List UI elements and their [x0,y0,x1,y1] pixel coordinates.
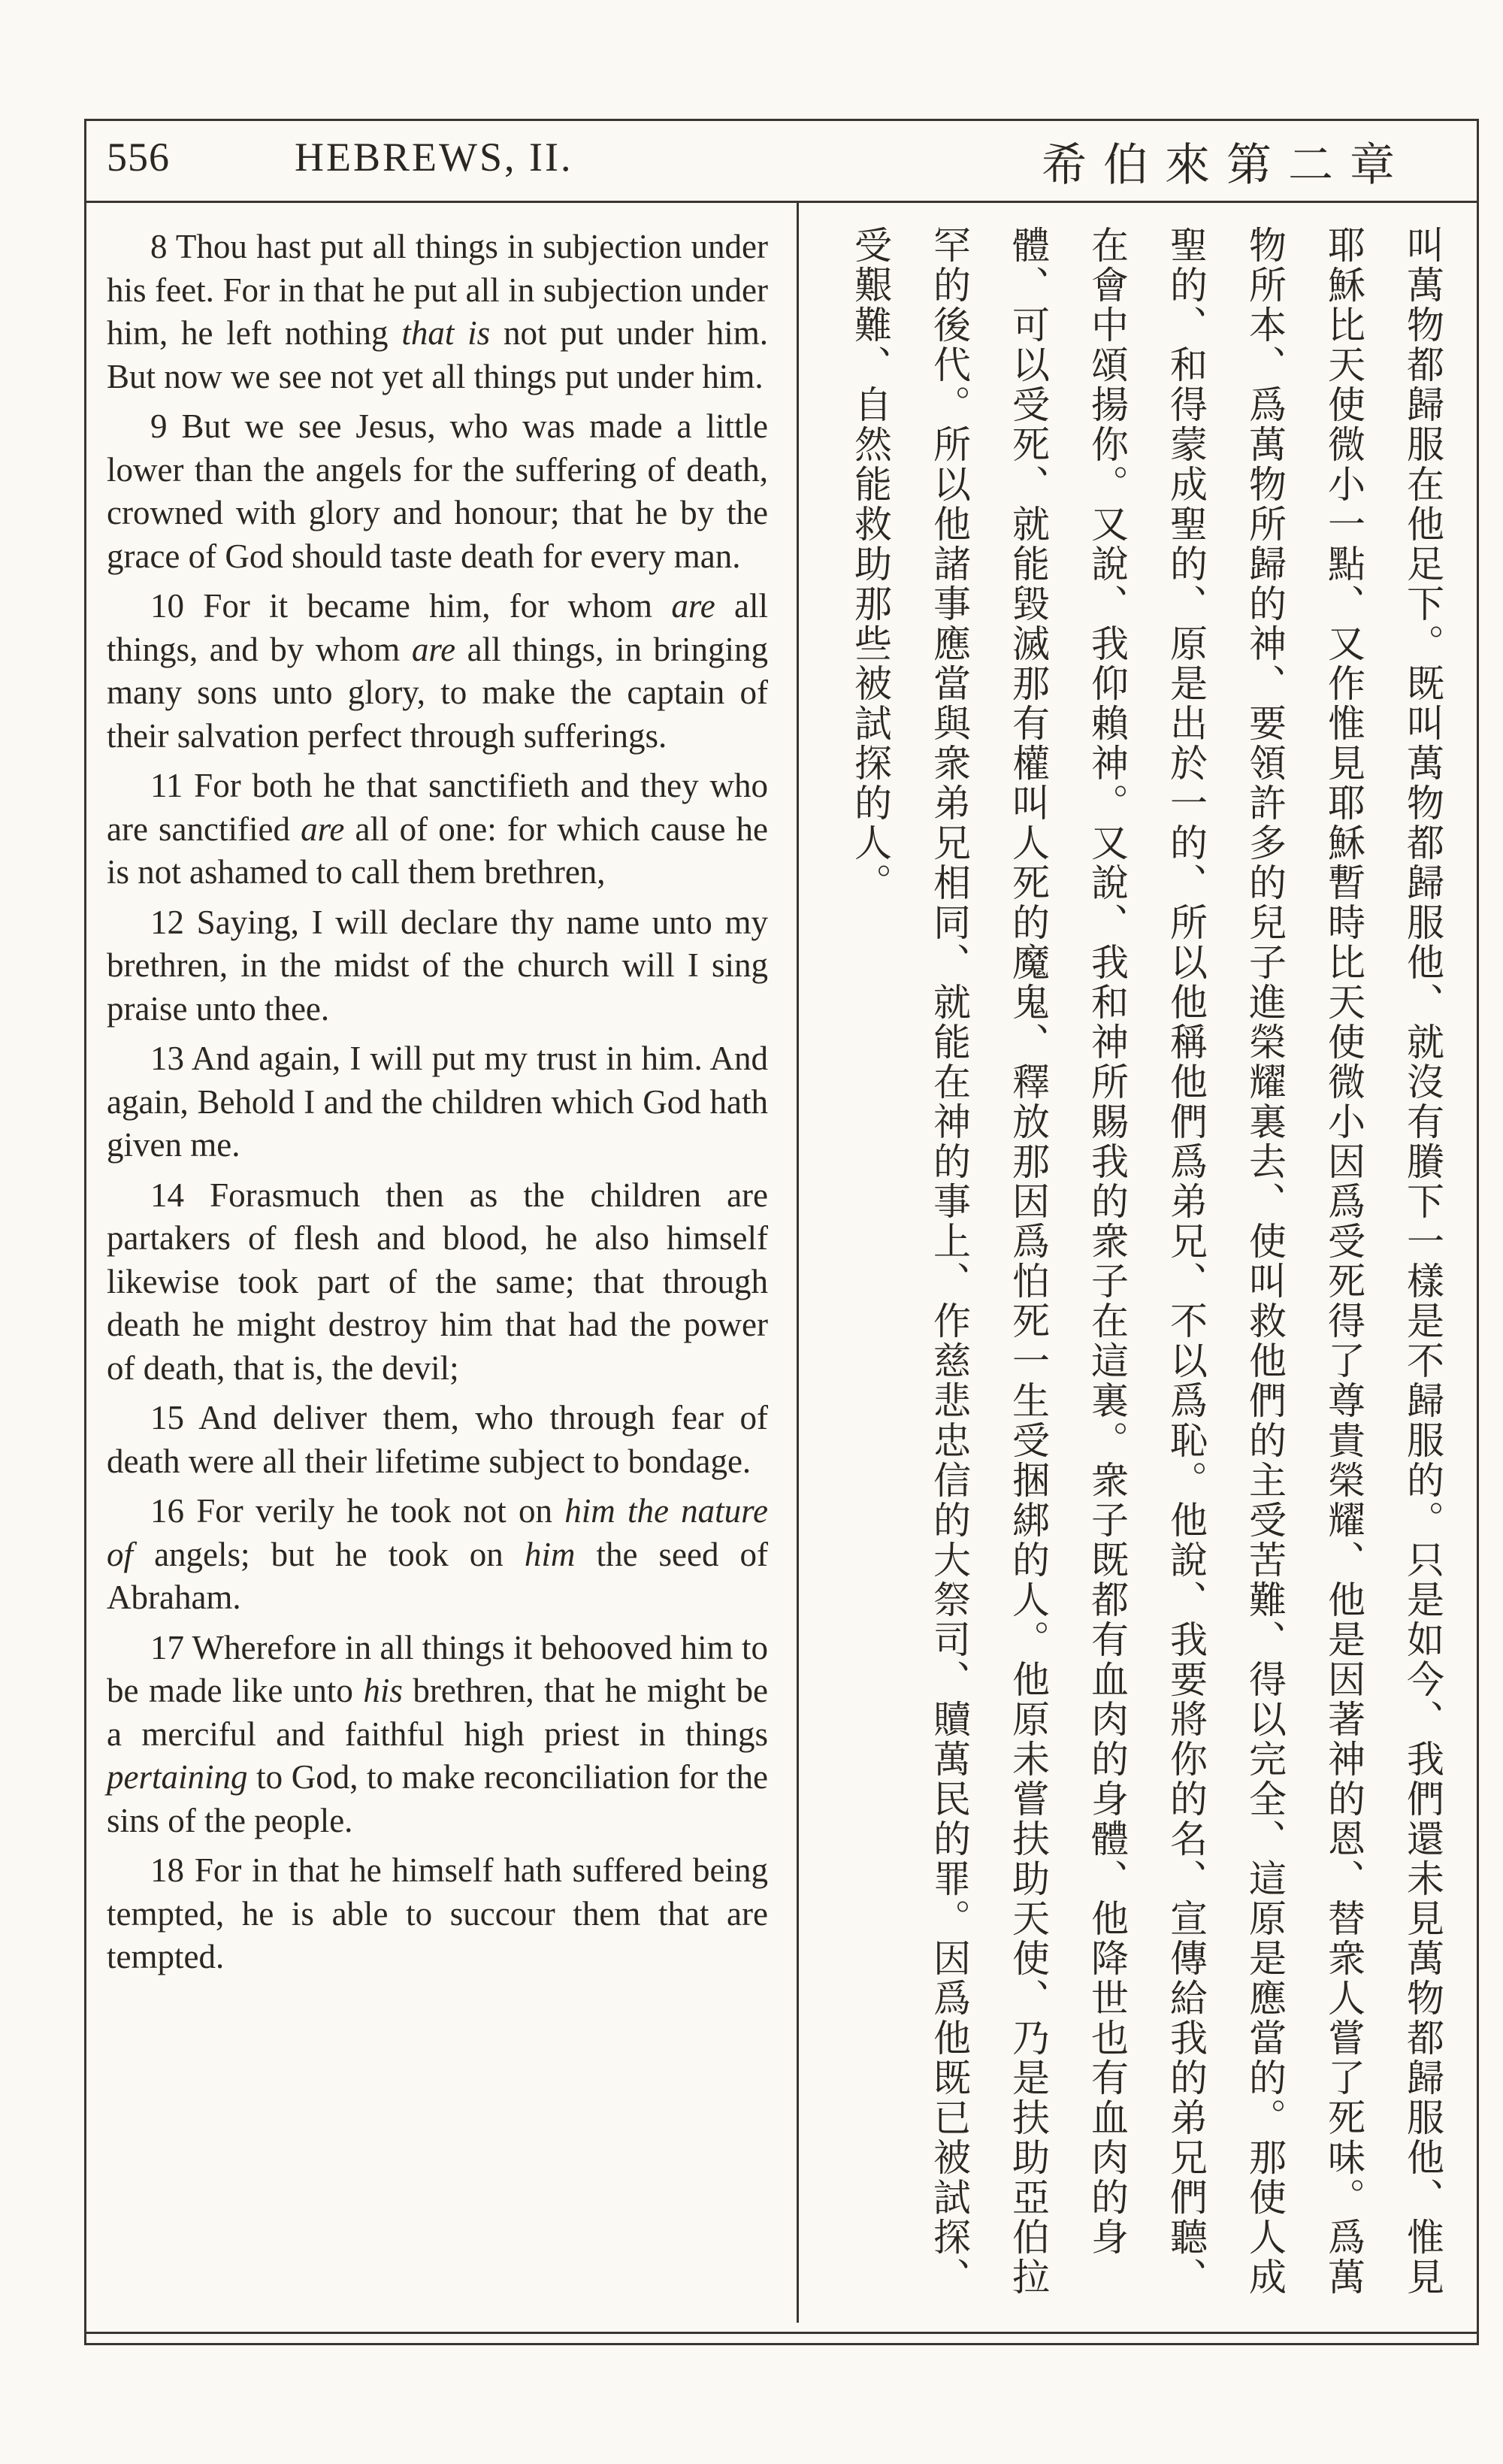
verse-13: 13 And again, I will put my trust in him. And again, Behold I and the children which God hath given me. [107,1040,768,1164]
verse-11: 11 For both he that sanctifieth and they who are sanctified are all of one: for which cause he is not ashamed to call them brethren, [107,767,768,891]
verse-16: 16 For verily he took not on him the nature of angels; but he took on him the seed of Abraham. [107,1492,768,1616]
chinese-running-title: 希伯來第二章 [1042,139,1411,192]
verse-14: 14 Forasmuch then as the children are partakers of flesh and blood, he also himself likewise took part of the same; that through death he might destroy him that had the power of death, that is, the devil; [107,1176,768,1387]
running-title: HEBREWS, II. [295,135,573,180]
verse-17: 17 Wherefore in all things it behooved him to be made like unto his brethren, that he might be a merciful and faithful high priest in things pertaining to God, to make reconciliation for the sins of the people. [107,1628,768,1839]
english-column [107,226,768,2323]
verse-10: 10 For it became him, for whom are all things, and by whom are all things, in bringing many sons unto glory, to make the captain of their salvation perfect through sufferings. [107,587,768,755]
chinese-column [815,226,1462,2323]
verse-12: 12 Saying, I will declare thy name unto my brethren, in the midst of the church will I sing praise unto thee. [107,903,768,1028]
bottom-rule [84,2332,1479,2334]
page-number: 556 [107,135,170,180]
verse-15: 15 And deliver them, who through fear of death were all their lifetime subject to bondage. [107,1399,768,1480]
verse-9: 9 But we see Jesus, who was made a little lower than the angels for the suffering of death, crowned with glory and honour; that he by the grace of God should taste death for every man. [107,407,768,575]
page-header [84,119,1479,203]
verse-18: 18 For in that he himself hath suffered being tempted, he is able to succour them that are tempted. [107,1851,768,1975]
verse-8: 8 Thou hast put all things in subjection under his feet. For in that he put all in subjection under him, he left nothing that is not put under him. But now we see not yet all things put under him. [107,228,769,395]
chinese-vertical-text: 叫萬物都歸服在他足下。既叫萬物都歸服他、就沒有賸下一樣是不歸服的。只是如今、我們還未見萬物都歸服他、惟見耶穌比天使微小一點、又作惟見耶穌暫時比天使微小因爲受死得了尊貴榮耀、他是因著神的恩、替衆人嘗了死味。爲萬物所本、爲萬物所歸的神、要領許多的兒子進榮耀裏去、使叫救他們的主受苦難、得以完全、這原是應當的。那使人成聖的、和得蒙成聖的、原是出於一的、所以他稱他們爲弟兄、不以爲恥。他說、我要將你的名、宣傳給我的弟兄們聽、在會中頌揚你。又說、我仰賴神。又說、我和神所賜我的衆子在這裏。衆子既都有血肉的身體、他降世也有血肉的身體、可以受死、就能毀滅那有權叫人死的魔鬼、釋放那因爲怕死一生受捆綁的人。他原未嘗扶助天使、乃是扶助亞伯拉罕的後代。所以他諸事應當與衆弟兄相同、就能在神的事上、作慈悲忠信的大祭司、贖萬民的罪。因爲他既已被試探、受艱難、自然能救助那些被試探的人。 [848,226,1444,2297]
column-divider [797,203,799,2323]
